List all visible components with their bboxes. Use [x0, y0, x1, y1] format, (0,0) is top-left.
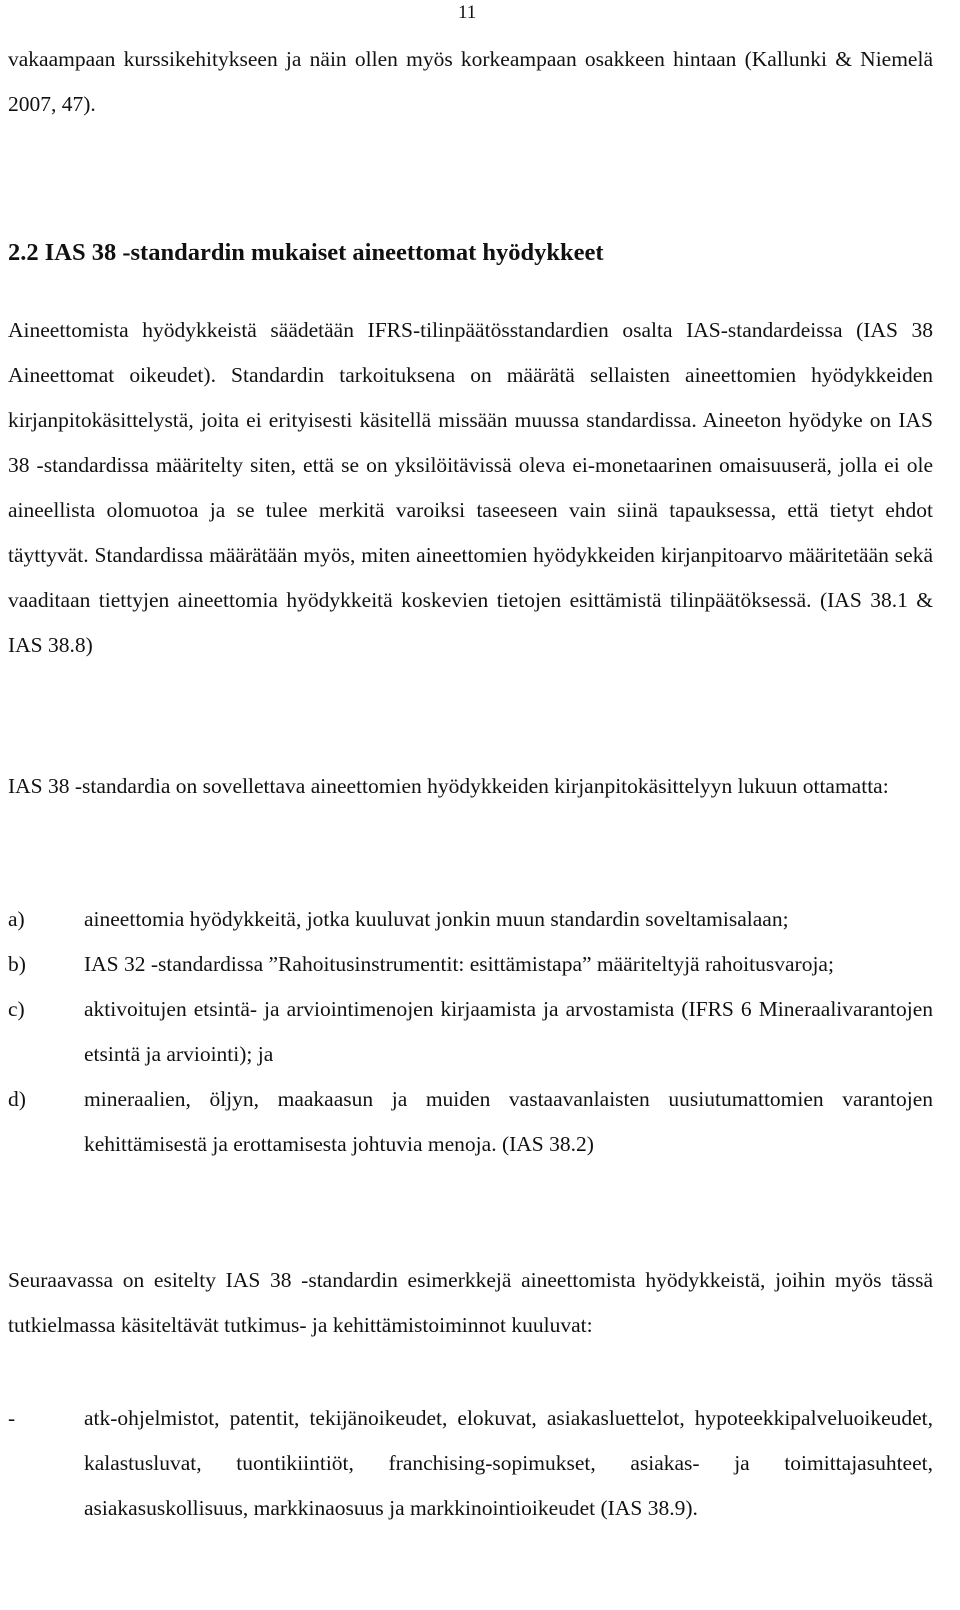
list-marker: d)	[8, 1087, 26, 1111]
list-item	[8, 987, 933, 1077]
list-item-text: mineraalien, öljyn, maakaasun ja muiden vastaavanlaisten uusiutumattomien varantojen kehittämisestä ja erottamisesta johtuvia menoja. (IAS 38.2)	[84, 1087, 933, 1156]
list-marker: -	[8, 1406, 16, 1430]
list-marker: b)	[8, 952, 26, 976]
list-item	[8, 897, 933, 942]
paragraph-ias-apply: IAS 38 -standardia on sovellettava aineettomien hyödykkeiden kirjanpitokäsittelyyn lukuun ottamatta:	[8, 774, 889, 798]
section-heading: 2.2 IAS 38 -standardin mukaiset aineettomat hyödykkeet	[8, 239, 604, 266]
first-paragraph: vakaampaan kurssikehitykseen ja näin ollen myös korkeampaan osakkeen hintaan (Kallunki & Niemelä 2007, 47).	[8, 47, 933, 116]
examples-list	[8, 1396, 933, 1531]
list-item-text: aineettomia hyödykkeitä, jotka kuuluvat jonkin muun standardin soveltamisalaan;	[84, 907, 789, 931]
list-marker: a)	[8, 907, 25, 931]
paragraph-examples-intro: Seuraavassa on esitelty IAS 38 -standardin esimerkkejä aineettomista hyödykkeistä, joihin myös tässä tutkielmassa käsiteltävät tutkimus- ja kehittämistoiminnot kuuluvat:	[8, 1268, 933, 1337]
list-marker: c)	[8, 997, 25, 1021]
list-item	[8, 1396, 933, 1531]
list-item-text: aktivoitujen etsintä- ja arviointimenojen kirjaamista ja arvostamista (IFRS 6 Mineraalivarantojen etsintä ja arviointi); ja	[84, 997, 933, 1066]
list-item	[8, 942, 933, 987]
list-item	[8, 1077, 933, 1167]
list-item-text: IAS 32 -standardissa ”Rahoitusinstrumentit: esittämistapa” määriteltyjä rahoitusvaroja;	[84, 952, 834, 976]
exclusions-list	[8, 897, 933, 1167]
paragraph-ias-main: Aineettomista hyödykkeistä säädetään IFRS-tilinpäätösstandardien osalta IAS-standardeissa (IAS 38 Aineettomat oikeudet). Standardin tarkoituksena on määrätä sellaisten aineettomien hyödykkeiden kirjanpitokäsittelystä, joita ei erityisesti käsitellä missään muussa standardissa. Aineeton hyödyke on IAS 38 -standardissa määritelty siten, että se on yksilöitävissä oleva ei-monetaarinen omaisuuserä, jolla ei ole aineellista olomuotoa ja se tulee merkitä varoiksi taseeseen vain siinä tapauksessa, että tietyt ehdot täyttyvät. Standardissa määrätään myös, miten aineettomien hyödykkeiden kirjanpitoarvo määritetään sekä vaaditaan tiettyjen aineettomia hyödykkeitä koskevien tietojen esittämistä tilinpäätöksessä. (IAS 38.1 & IAS 38.8)	[8, 318, 933, 657]
page-number: 11	[458, 2, 477, 23]
list-item-text: atk-ohjelmistot, patentit, tekijänoikeudet, elokuvat, asiakasluettelot, hypoteekkipalveluoikeudet, kalastusluvat, tuontikiintiöt, franchising-sopimukset, asiakas- ja toimittajasuhteet, asiakasuskollisuus, markkinaosuus ja markkinointioikeudet (IAS 38.9).	[84, 1406, 933, 1520]
